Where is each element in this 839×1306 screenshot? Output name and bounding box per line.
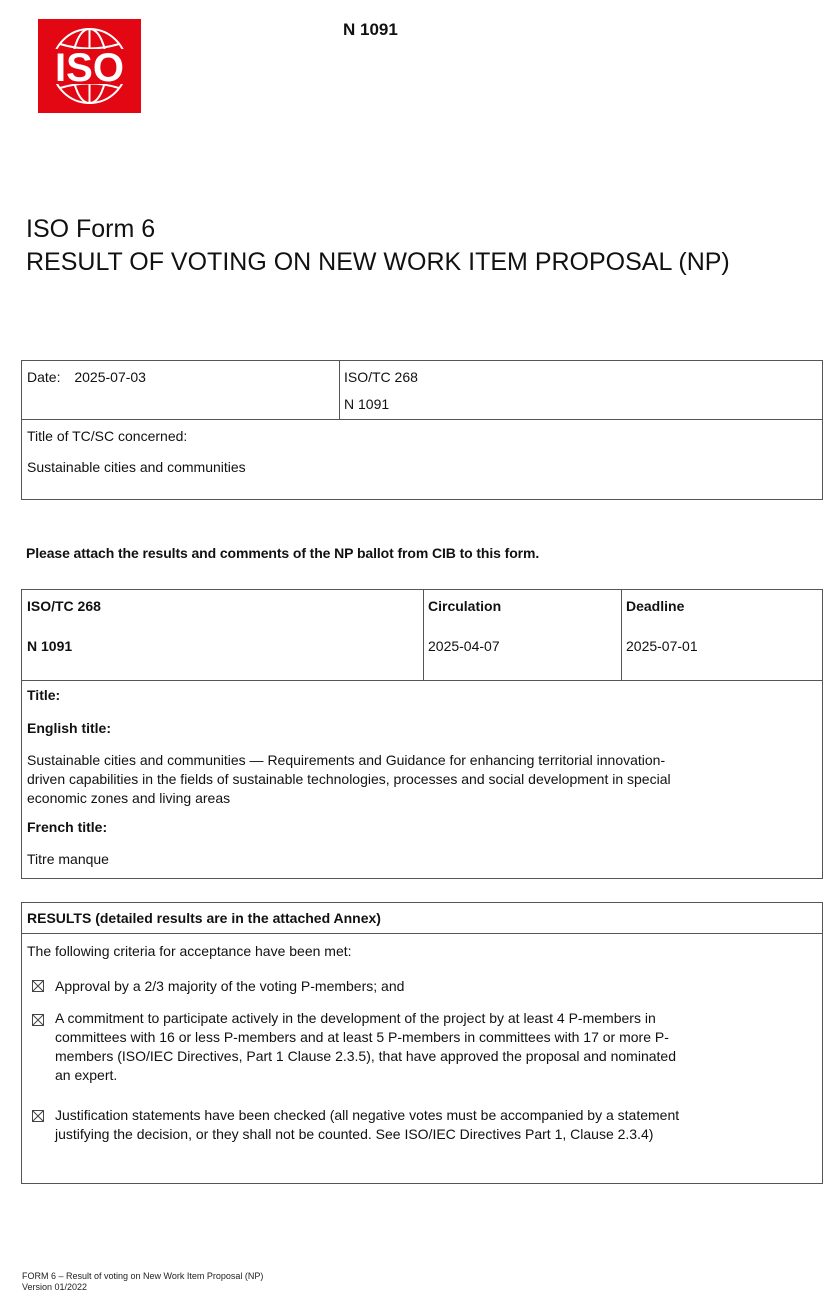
instruction-text: Please attach the results and comments of the NP ballot from CIB to this form.: [26, 545, 540, 561]
title-label: Title:: [27, 687, 61, 703]
document-number: N 1091: [343, 20, 398, 39]
circulation-value: 2025-04-07: [428, 638, 500, 654]
check-x-icon: [33, 981, 43, 991]
form-title-line2: RESULT OF VOTING ON NEW WORK ITEM PROPOSAL (NP): [26, 248, 730, 276]
committee-document-number: N 1091: [344, 396, 390, 412]
english-title-line: Sustainable cities and communities — Requirements and Guidance for enhancing territorial innovation-: [27, 752, 666, 768]
english-title-label: English title:: [27, 720, 111, 736]
date-value: 2025-07-03: [74, 369, 146, 385]
criterion-text: [55, 977, 404, 996]
results-intro: The following criteria for acceptance have been met:: [27, 943, 352, 959]
footer-version: Version 01/2022: [22, 1282, 88, 1292]
footer-form-name: FORM 6 – Result of voting on New Work Item Proposal (NP): [22, 1271, 264, 1281]
check-x-icon: [33, 1015, 43, 1025]
date-label: Date:: [27, 369, 61, 385]
english-title-line: driven capabilities in the fields of sustainable technologies, processes and social development in special: [27, 771, 671, 787]
ballot-document-number: N 1091: [27, 638, 73, 654]
criterion-line: justifying the decision, or they shall not be counted. See ISO/IEC Directives Part 1, Clause 2.3.4): [55, 1126, 654, 1142]
criterion-line: Justification statements have been checked (all negative votes must be accompanied by a statement: [55, 1107, 680, 1123]
french-title-value: Titre manque: [27, 851, 109, 867]
results-table: [21, 902, 823, 1184]
criterion-text: [55, 1106, 679, 1144]
english-title-value: [27, 751, 671, 808]
info-table: [21, 360, 823, 500]
globe-icon: [38, 19, 141, 113]
iso-logo: [38, 19, 141, 113]
form-title: [26, 213, 730, 279]
circulation-label: Circulation: [428, 598, 502, 614]
criterion-line: members (ISO/IEC Directives, Part 1 Clause 2.3.5), that have approved the proposal and nominated: [55, 1048, 676, 1064]
form-title-line1: ISO Form 6: [26, 215, 156, 243]
criterion-line: Approval by a 2/3 majority of the voting P-members; and: [55, 978, 405, 994]
page-footer: [22, 1271, 263, 1293]
criterion-checkbox[interactable]: [32, 1014, 44, 1026]
date-field: [27, 369, 146, 385]
svg-text:ISO: ISO: [55, 46, 124, 90]
ballot-committee: ISO/TC 268: [27, 598, 101, 614]
criterion-text: [55, 1009, 676, 1085]
criterion-line: committees with 16 or less P-members and at least 5 P-members in committees with 17 or more P-: [55, 1029, 669, 1045]
tc-title-value: Sustainable cities and communities: [27, 459, 246, 475]
results-heading: RESULTS (detailed results are in the attached Annex): [27, 910, 381, 926]
criterion-checkbox[interactable]: [32, 1110, 44, 1122]
criterion-line: A commitment to participate actively in the development of the project by at least 4 P-members in: [55, 1010, 656, 1026]
ballot-table: [21, 589, 823, 879]
criterion-line: an expert.: [55, 1067, 118, 1083]
deadline-label: Deadline: [626, 598, 685, 614]
check-x-icon: [33, 1111, 43, 1121]
criterion-checkbox[interactable]: [32, 980, 44, 992]
english-title-line: economic zones and living areas: [27, 790, 231, 806]
french-title-label: French title:: [27, 819, 108, 835]
committee-reference: ISO/TC 268: [344, 369, 418, 385]
tc-title-label: Title of TC/SC concerned:: [27, 428, 188, 444]
deadline-value: 2025-07-01: [626, 638, 698, 654]
